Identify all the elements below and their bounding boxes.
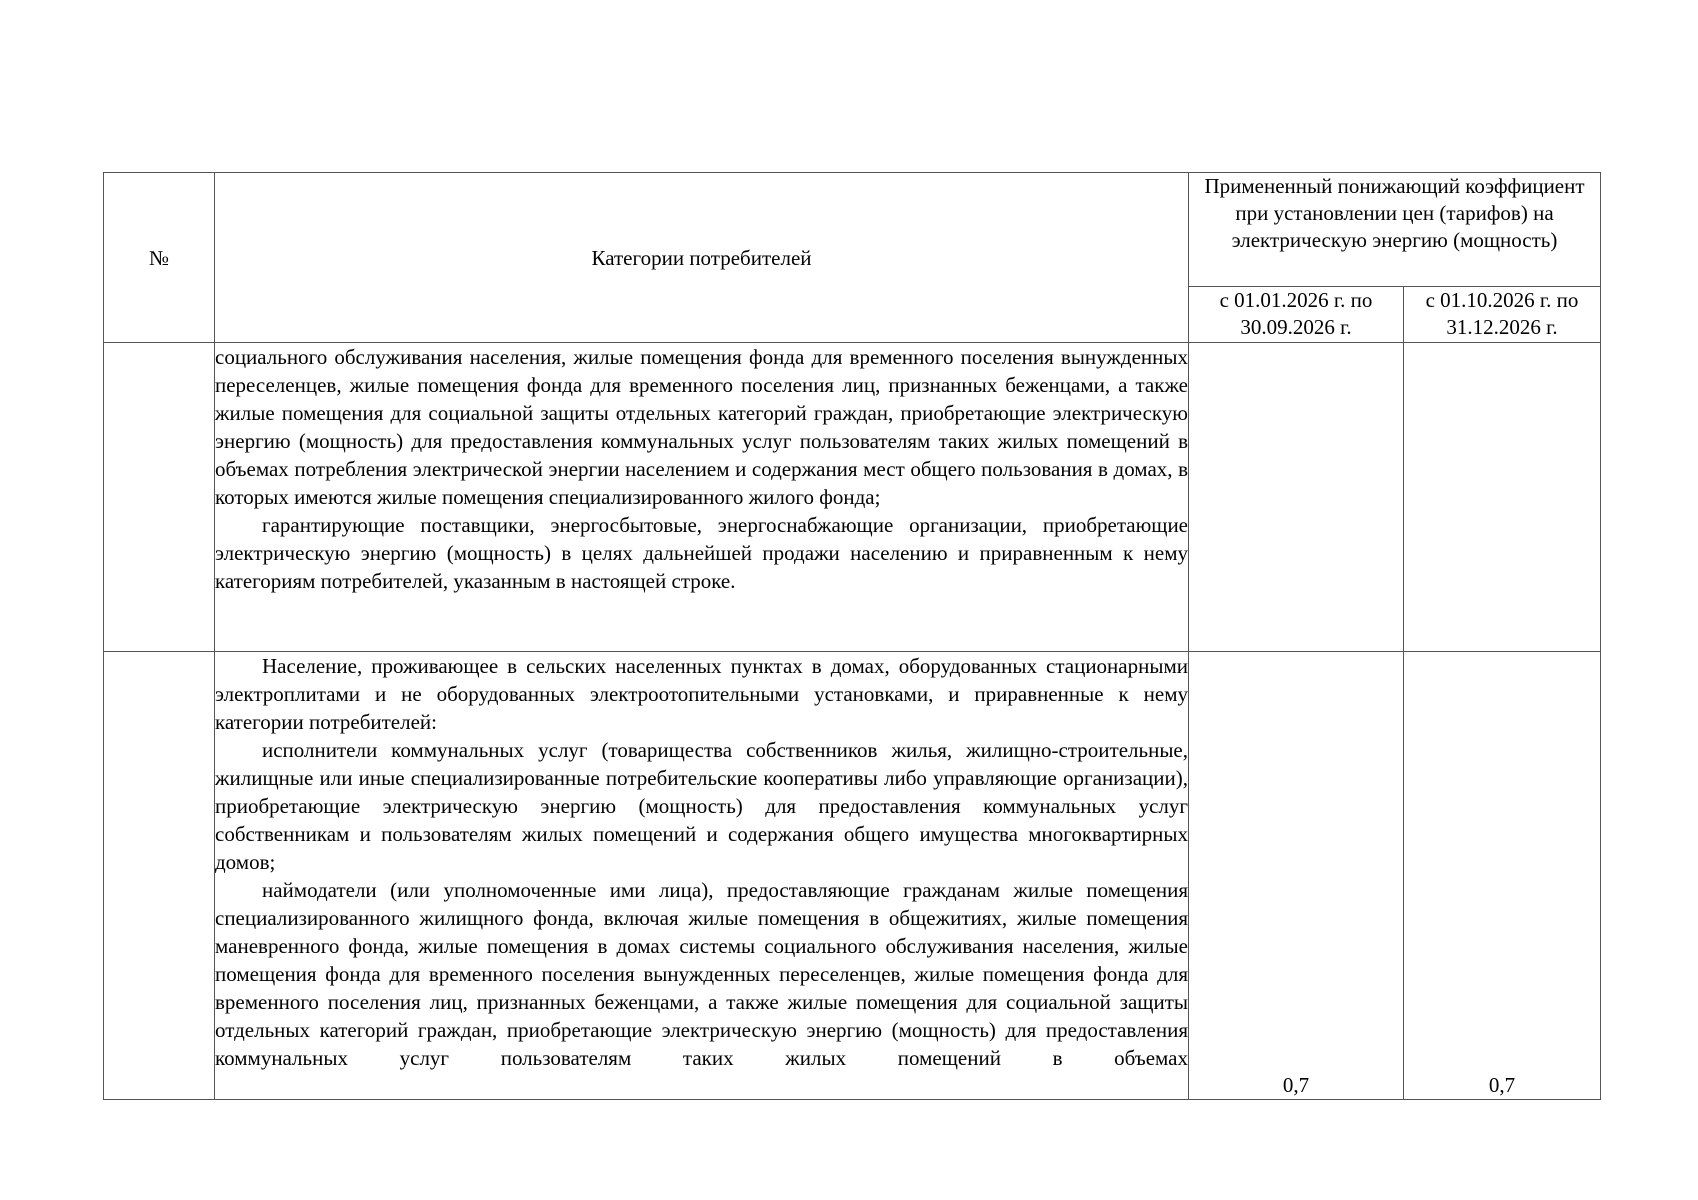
header-period-1: с 01.01.2026 г. по 30.09.2026 г. (1189, 287, 1404, 343)
row-number-cell (104, 652, 215, 1100)
tariff-coefficient-table (103, 172, 1601, 1100)
header-number: № (104, 173, 215, 343)
category-paragraph: Население, проживающее в сельских населенных пунктах в домах, оборудованных стационарными электроплитами и не оборудованных электроотопительными установками, и приравненные к нему категории потребителей: (215, 654, 1188, 734)
row-number-cell (104, 343, 215, 652)
category-paragraph: наймодатели (или уполномоченные ими лица), предоставляющие гражданам жилые помещения специализированного жилищного фонда, включая жилые помещения в общежитиях, жилые помещения маневренного фонда, жилые помещения в домах системы социального обслуживания населения, жилые помещения фонда для временного поселения вынужденных переселенцев, жилые помещения фонда для временного поселения лиц, признанных беженцами, а также жилые помещения для социальной защиты отдельных категорий граждан, приобретающие электрическую энергию (мощность) для предоставления коммунальных услуг пользователям таких жилых помещений в объемах (215, 878, 1188, 1070)
row-value-cell-2 (1404, 343, 1601, 652)
category-paragraph: исполнители коммунальных услуг (товарищества собственников жилья, жилищно-строительные, жилищные или иные специализированные потребительские кооперативы либо управляющие организации), приобретающие электрическую энергию (мощность) для предоставления коммунальных услуг собственникам и пользователям жилых помещений и содержания общего имущества многоквартирных домов; (215, 738, 1188, 874)
category-paragraph: гарантирующие поставщики, энергосбытовые, энергоснабжающие организации, приобретающие электрическую энергию (мощность) в целях дальнейшей продажи населению и приравненным к нему категориям потребителей, указанным в настоящей строке. (215, 513, 1188, 593)
row-value-cell-2 (1404, 652, 1601, 1100)
row-category-cell (215, 343, 1189, 652)
row-value-cell-1 (1189, 652, 1404, 1100)
table-header-row-1 (104, 173, 1601, 287)
row-category-cell (215, 652, 1189, 1100)
header-category: Категории потребителей (215, 173, 1189, 343)
coefficient-value: 0,7 (1488, 1073, 1516, 1097)
table-row (104, 343, 1601, 652)
row-value-cell-1 (1189, 343, 1404, 652)
header-coefficient: Примененный понижающий коэффициент при установлении цен (тарифов) на электрическую энергию (мощность) (1189, 173, 1601, 287)
header-period-2: с 01.10.2026 г. по 31.12.2026 г. (1404, 287, 1601, 343)
table-row (104, 652, 1601, 1100)
category-paragraph: социального обслуживания населения, жилые помещения фонда для временного поселения вынужденных переселенцев, жилые помещения фонда для временного поселения лиц, признанных беженцами, а также жилые помещения для социальной защиты отдельных категорий граждан, приобретающие электрическую энергию (мощность) для предоставления коммунальных услуг пользователям таких жилых помещений в объемах потребления электрической энергии населением и содержания мест общего пользования в домах, в которых имеются жилые помещения специализированного жилого фонда; (215, 345, 1188, 509)
coefficient-value: 0,7 (1282, 1073, 1310, 1097)
